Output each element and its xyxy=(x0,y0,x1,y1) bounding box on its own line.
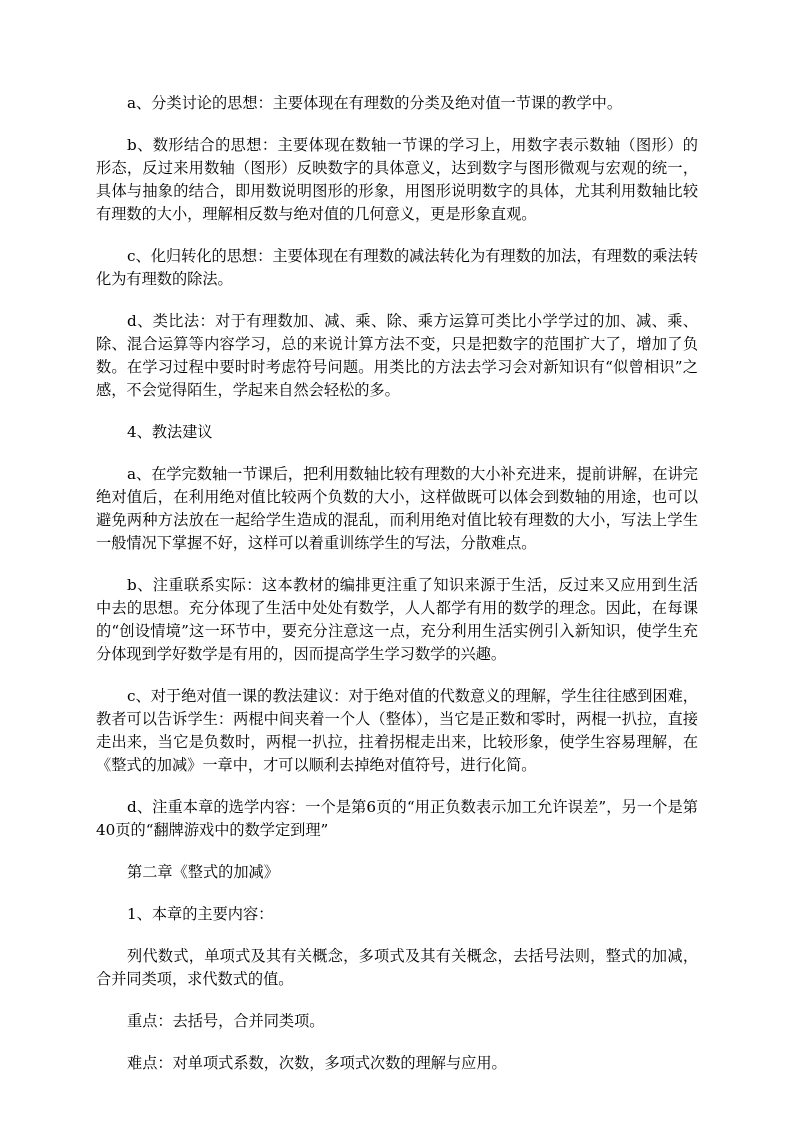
paragraph-optional-content: d、注重本章的选学内容：一个是第6页的“用正负数表示加工允许误差”，另一个是第40页的“翻牌游戏中的数学定到理” xyxy=(96,798,698,839)
paragraph-chapter-topics: 列代数式，单项式及其有关概念，多项式及其有关概念，去括号法则，整式的加减，合并同类项，求代数式的值。 xyxy=(96,947,698,988)
paragraph-reduction-thinking: c、化归转化的思想：主要体现在有理数的减法转化为有理数的加法，有理数的乘法转化为有理数的除法。 xyxy=(96,247,698,288)
paragraph-key-points: 重点：去括号，合并同类项。 xyxy=(127,1012,325,1030)
paragraph-number-line-suggestion: a、在学完数轴一节课后，把利用数轴比较有理数的大小补充进来，提前讲解，在讲完绝对值后，在利用绝对值比较两个负数的大小，这样做既可以体会到数轴的用途，也可以避免两种方法放在一起给学生造成的混乱，而利用绝对值比较有理数的大小，写法上学生一般情况下掌握不好，这样可以着重训练学生的写法，分散难点。 xyxy=(96,465,698,552)
chapter-heading: 第二章《整式的加减》 xyxy=(127,863,279,881)
section-heading-teaching-suggestions: 4、教法建议 xyxy=(127,423,213,441)
paragraph-analogy-method: d、类比法：对于有理数加、减、乘、除、乘方运算可类比小学学过的加、减、乘、除、混合运算等内容学习，总的来说计算方法不变，只是把数字的范围扩大了，增加了负数。在学习过程中要时时考虑符号问题。用类比的方法去学习会对新知识有“似曾相识”之感，不会觉得陌生，学起来自然会轻松的多。 xyxy=(96,312,698,399)
document-body xyxy=(96,92,698,1094)
paragraph-absolute-value-suggestion: c、对于绝对值一课的教法建议：对于绝对值的代数意义的理解，学生往往感到困难，教者可以告诉学生：两棍中间夹着一个人（整体），当它是正数和零时，两棍一扒拉，直接走出来，当它是负数时，两棍一扒拉，拄着拐棍走出来，比较形象，使学生容易理解，在《整式的加减》一章中，才可以顺利去掉绝对值符号，进行化简。 xyxy=(96,687,698,774)
paragraph-difficult-points: 难点：对单项式系数，次数，多项式次数的理解与应用。 xyxy=(127,1054,507,1072)
paragraph-number-shape-thinking: b、数形结合的思想：主要体现在数轴一节课的学习上，用数字表示数轴（图形）的形态，反过来用数轴（图形）反映数字的具体意义，达到数字与图形微观与宏观的统一，具体与抽象的结合，即用数说明图形的形象，用图形说明数字的具体，尤其利用数轴比较有理数的大小，理解相反数与绝对值的几何意义，更是形象直观。 xyxy=(96,136,698,223)
section-heading-main-content: 1、本章的主要内容： xyxy=(127,905,274,923)
paragraph-real-life-connection: b、注重联系实际：这本教材的编排更注重了知识来源于生活，反过来又应用到生活中去的思想。充分体现了生活中处处有数学，人人都学有用的数学的理念。因此，在每课的“创设情境”这一环节中，要充分注意这一点，充分利用生活实例引入新知识，使学生充分体现到学好数学是有用的，因而提高学生学习数学的兴趣。 xyxy=(96,576,698,663)
paragraph-classification-thinking: a、分类讨论的思想：主要体现在有理数的分类及绝对值一节课的教学中。 xyxy=(127,94,623,112)
